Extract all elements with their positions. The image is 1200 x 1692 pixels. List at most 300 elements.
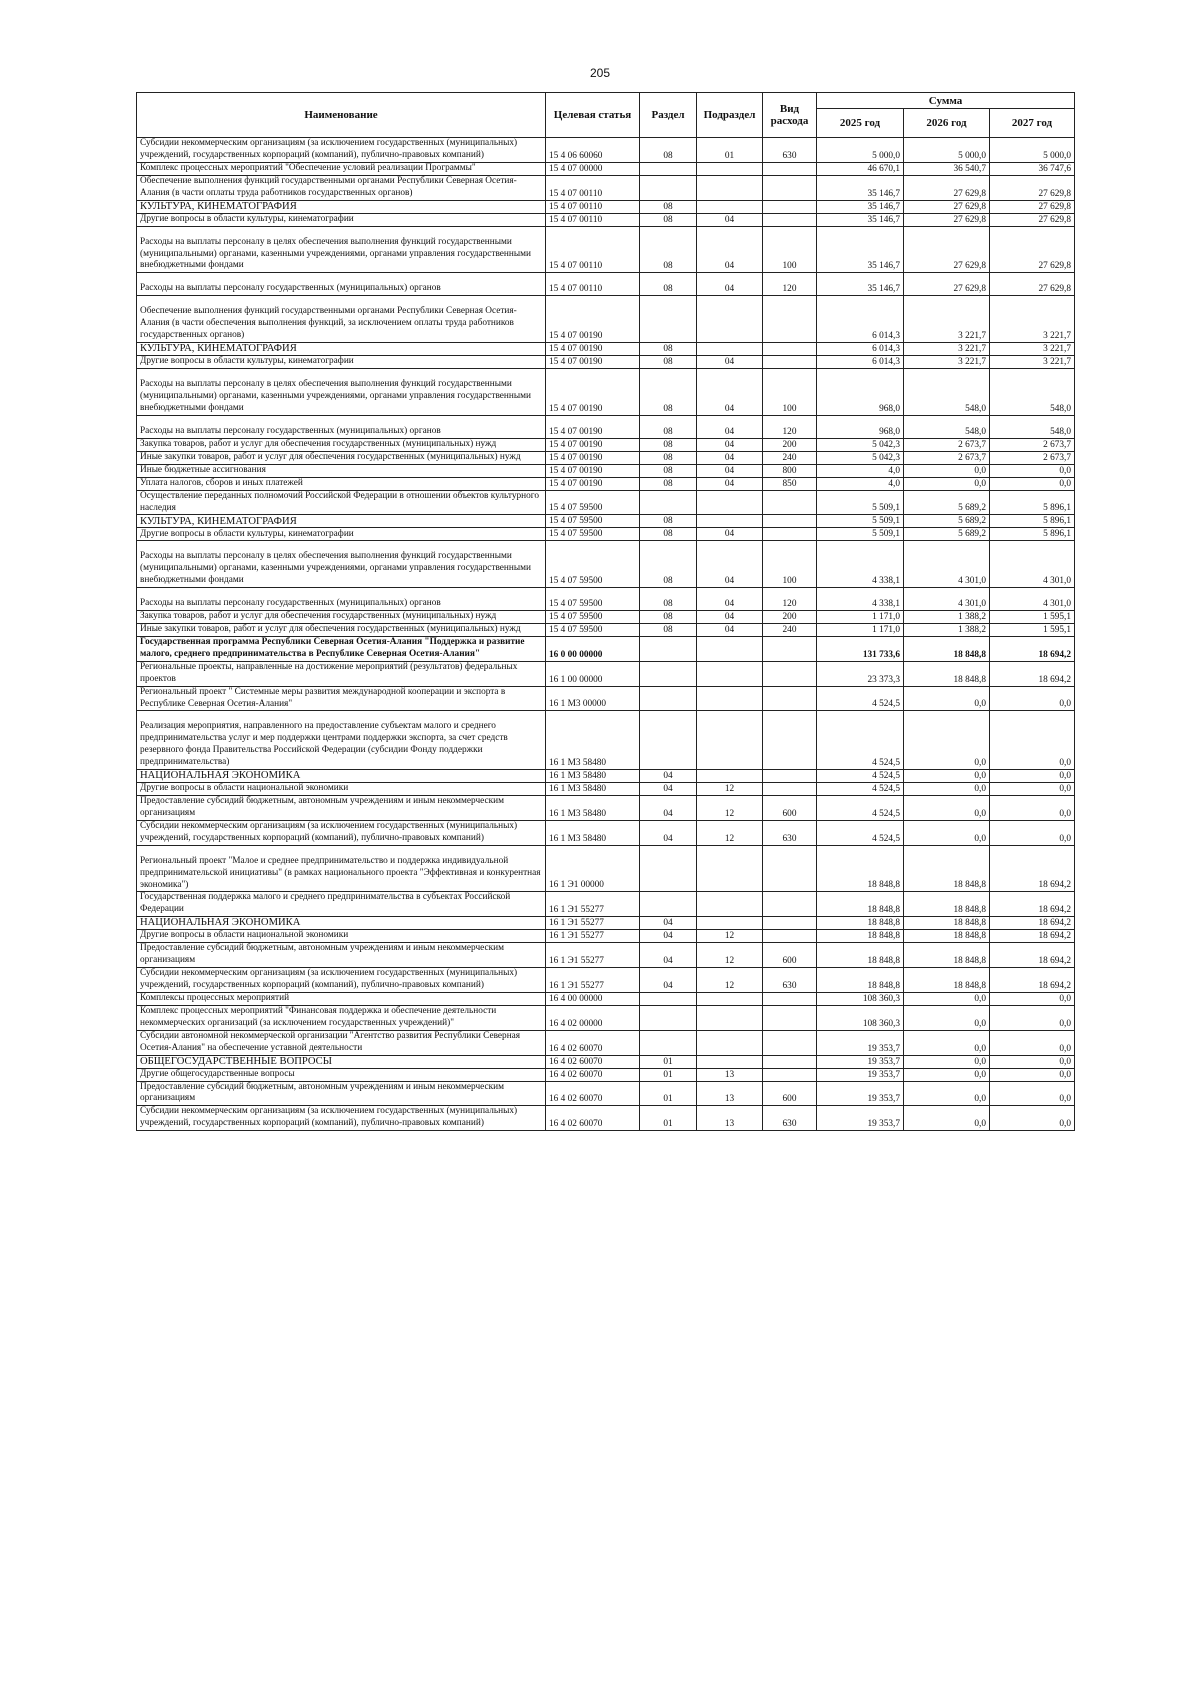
row-expense-kind xyxy=(763,1055,817,1068)
row-expense-kind xyxy=(763,296,817,343)
row-sum-2025: 4 524,5 xyxy=(817,686,904,711)
row-name: ОБЩЕГОСУДАРСТВЕННЫЕ ВОПРОСЫ xyxy=(137,1055,546,1068)
row-sum-2026: 4 301,0 xyxy=(904,541,990,588)
row-expense-kind xyxy=(763,200,817,213)
row-sum-2026: 3 221,7 xyxy=(904,342,990,355)
header-year-2025: 2025 год xyxy=(817,109,904,138)
row-subsection: 13 xyxy=(697,1081,763,1106)
row-expense-kind xyxy=(763,175,817,200)
table-row xyxy=(137,1081,1075,1106)
row-name: Обеспечение выполнения функций государственными органами Республики Северная Осетия-Алания (в части оплаты труда работников государственных органов) xyxy=(137,175,546,200)
row-sum-2025: 108 360,3 xyxy=(817,1005,904,1030)
row-subsection: 04 xyxy=(697,368,763,415)
row-sum-2027: 0,0 xyxy=(990,1081,1075,1106)
row-name: Другие вопросы в области национальной экономики xyxy=(137,783,546,796)
row-name: КУЛЬТУРА, КИНЕМАТОГРАФИЯ xyxy=(137,515,546,528)
row-subsection: 04 xyxy=(697,355,763,368)
row-sum-2026: 27 629,8 xyxy=(904,226,990,273)
row-expense-kind xyxy=(763,686,817,711)
table-row xyxy=(137,541,1075,588)
row-name: Комплексы процессных мероприятий xyxy=(137,992,546,1005)
row-sum-2026: 18 848,8 xyxy=(904,845,990,892)
table-row xyxy=(137,368,1075,415)
table-row xyxy=(137,342,1075,355)
row-sum-2027: 0,0 xyxy=(990,464,1075,477)
row-expense-kind xyxy=(763,992,817,1005)
row-name: Субсидии некоммерческим организациям (за исключением государственных (муниципальных) учреждений, государственных корпораций (компаний), публично-правовых компаний) xyxy=(137,1106,546,1131)
row-target-code: 16 1 М3 58480 xyxy=(546,770,640,783)
row-sum-2025: 4,0 xyxy=(817,464,904,477)
row-section: 04 xyxy=(640,968,697,993)
row-subsection: 12 xyxy=(697,968,763,993)
table-row xyxy=(137,588,1075,611)
row-target-code: 15 4 07 59500 xyxy=(546,611,640,624)
row-section xyxy=(640,637,697,662)
row-expense-kind xyxy=(763,930,817,943)
row-name: Другие вопросы в области национальной экономики xyxy=(137,930,546,943)
table-row xyxy=(137,1030,1075,1055)
row-expense-kind: 630 xyxy=(763,968,817,993)
row-sum-2027: 3 221,7 xyxy=(990,296,1075,343)
row-expense-kind xyxy=(763,770,817,783)
row-subsection xyxy=(697,992,763,1005)
row-sum-2026: 18 848,8 xyxy=(904,661,990,686)
row-subsection: 12 xyxy=(697,783,763,796)
row-expense-kind: 600 xyxy=(763,1081,817,1106)
row-sum-2025: 19 353,7 xyxy=(817,1055,904,1068)
row-expense-kind: 600 xyxy=(763,943,817,968)
row-sum-2025: 4 524,5 xyxy=(817,820,904,845)
header-code: Целевая статья xyxy=(546,93,640,138)
row-sum-2025: 108 360,3 xyxy=(817,992,904,1005)
row-name: Комплекс процессных мероприятий "Обеспечение условий реализации Программы" xyxy=(137,162,546,175)
row-target-code: 15 4 07 00110 xyxy=(546,226,640,273)
row-name: Субсидии некоммерческим организациям (за исключением государственных (муниципальных) учреждений, государственных корпораций (компаний), публично-правовых компаний) xyxy=(137,968,546,993)
row-sum-2025: 5 509,1 xyxy=(817,490,904,515)
row-target-code: 15 4 07 00110 xyxy=(546,213,640,226)
row-sum-2025: 968,0 xyxy=(817,415,904,438)
row-section: 01 xyxy=(640,1055,697,1068)
row-sum-2027: 36 747,6 xyxy=(990,162,1075,175)
row-name: Закупка товаров, работ и услуг для обеспечения государственных (муниципальных) нужд xyxy=(137,611,546,624)
row-section: 01 xyxy=(640,1081,697,1106)
row-subsection: 04 xyxy=(697,273,763,296)
row-section: 04 xyxy=(640,917,697,930)
table-row xyxy=(137,415,1075,438)
row-sum-2026: 0,0 xyxy=(904,1005,990,1030)
table-row xyxy=(137,296,1075,343)
row-sum-2027: 548,0 xyxy=(990,415,1075,438)
row-sum-2025: 19 353,7 xyxy=(817,1068,904,1081)
row-section xyxy=(640,992,697,1005)
row-section xyxy=(640,661,697,686)
row-section: 08 xyxy=(640,528,697,541)
row-section: 08 xyxy=(640,342,697,355)
row-sum-2025: 4 524,5 xyxy=(817,770,904,783)
row-sum-2026: 27 629,8 xyxy=(904,273,990,296)
row-sum-2026: 0,0 xyxy=(904,1055,990,1068)
row-sum-2027: 1 595,1 xyxy=(990,624,1075,637)
row-target-code: 15 4 07 59500 xyxy=(546,541,640,588)
row-sum-2026: 18 848,8 xyxy=(904,968,990,993)
row-sum-2027: 0,0 xyxy=(990,1106,1075,1131)
row-expense-kind: 100 xyxy=(763,226,817,273)
row-expense-kind xyxy=(763,528,817,541)
row-name: Региональный проект " Системные меры развития международной кооперации и экспорта в Республике Северная Осетия-Алания" xyxy=(137,686,546,711)
row-sum-2027: 27 629,8 xyxy=(990,175,1075,200)
row-target-code: 15 4 07 00190 xyxy=(546,477,640,490)
row-sum-2027: 2 673,7 xyxy=(990,451,1075,464)
row-target-code: 15 4 07 00190 xyxy=(546,415,640,438)
row-section: 08 xyxy=(640,541,697,588)
row-sum-2025: 35 146,7 xyxy=(817,213,904,226)
table-row xyxy=(137,464,1075,477)
row-name: Расходы на выплаты персоналу в целях обеспечения выполнения функций государственными (муниципальными) органами, казенными учреждениями, органами управления государственными внебюджетными фондами xyxy=(137,226,546,273)
row-subsection: 12 xyxy=(697,820,763,845)
row-target-code: 15 4 07 00190 xyxy=(546,451,640,464)
table-row xyxy=(137,624,1075,637)
row-expense-kind xyxy=(763,490,817,515)
table-row xyxy=(137,451,1075,464)
row-target-code: 16 4 02 60070 xyxy=(546,1030,640,1055)
row-name: Расходы на выплаты персоналу в целях обеспечения выполнения функций государственными (муниципальными) органами, казенными учреждениями, органами управления государственными внебюджетными фондами xyxy=(137,541,546,588)
row-sum-2026: 5 000,0 xyxy=(904,138,990,163)
header-sum: Сумма xyxy=(817,93,1075,109)
row-expense-kind: 240 xyxy=(763,451,817,464)
table-row xyxy=(137,637,1075,662)
row-section xyxy=(640,845,697,892)
page-number: 205 xyxy=(589,66,611,80)
row-expense-kind xyxy=(763,515,817,528)
row-target-code: 16 1 Э1 55277 xyxy=(546,930,640,943)
row-target-code: 16 1 00 00000 xyxy=(546,661,640,686)
row-target-code: 16 1 М3 58480 xyxy=(546,796,640,821)
row-name: Расходы на выплаты персоналу государственных (муниципальных) органов xyxy=(137,415,546,438)
row-sum-2027: 0,0 xyxy=(990,477,1075,490)
row-name: Расходы на выплаты персоналу в целях обеспечения выполнения функций государственными (муниципальными) органами, казенными учреждениями, органами управления государственными внебюджетными фондами xyxy=(137,368,546,415)
table-row xyxy=(137,515,1075,528)
table-row xyxy=(137,892,1075,917)
row-subsection: 13 xyxy=(697,1106,763,1131)
row-sum-2027: 27 629,8 xyxy=(990,273,1075,296)
row-target-code: 16 1 М3 00000 xyxy=(546,686,640,711)
row-sum-2026: 27 629,8 xyxy=(904,213,990,226)
row-sum-2025: 18 848,8 xyxy=(817,968,904,993)
table-row xyxy=(137,1055,1075,1068)
row-sum-2026: 5 689,2 xyxy=(904,490,990,515)
row-name: Государственная поддержка малого и среднего предпринимательства в субъектах Российской Федерации xyxy=(137,892,546,917)
row-name: КУЛЬТУРА, КИНЕМАТОГРАФИЯ xyxy=(137,342,546,355)
table-row xyxy=(137,770,1075,783)
table-row xyxy=(137,783,1075,796)
row-subsection xyxy=(697,490,763,515)
table-row xyxy=(137,226,1075,273)
row-name: Уплата налогов, сборов и иных платежей xyxy=(137,477,546,490)
table-row xyxy=(137,175,1075,200)
row-subsection: 12 xyxy=(697,796,763,821)
row-sum-2025: 1 171,0 xyxy=(817,624,904,637)
row-subsection: 04 xyxy=(697,438,763,451)
row-section xyxy=(640,686,697,711)
row-section: 04 xyxy=(640,943,697,968)
row-sum-2025: 19 353,7 xyxy=(817,1030,904,1055)
row-target-code: 15 4 07 00190 xyxy=(546,438,640,451)
row-sum-2026: 0,0 xyxy=(904,796,990,821)
row-expense-kind xyxy=(763,661,817,686)
row-sum-2027: 5 000,0 xyxy=(990,138,1075,163)
row-expense-kind xyxy=(763,892,817,917)
row-sum-2027: 1 595,1 xyxy=(990,611,1075,624)
row-sum-2026: 27 629,8 xyxy=(904,200,990,213)
row-target-code: 16 4 02 60070 xyxy=(546,1055,640,1068)
row-sum-2025: 5 042,3 xyxy=(817,451,904,464)
row-section xyxy=(640,162,697,175)
header-year-2026: 2026 год xyxy=(904,109,990,138)
budget-table xyxy=(136,92,1075,1131)
row-target-code: 15 4 07 00190 xyxy=(546,296,640,343)
row-section xyxy=(640,711,697,770)
row-target-code: 16 1 Э1 55277 xyxy=(546,892,640,917)
row-sum-2025: 4 338,1 xyxy=(817,541,904,588)
row-sum-2025: 4 524,5 xyxy=(817,711,904,770)
row-sum-2025: 5 042,3 xyxy=(817,438,904,451)
table-row xyxy=(137,611,1075,624)
row-name: Предоставление субсидий бюджетным, автономным учреждениям и иным некоммерческим организациям xyxy=(137,943,546,968)
row-section: 08 xyxy=(640,624,697,637)
row-name: Закупка товаров, работ и услуг для обеспечения государственных (муниципальных) нужд xyxy=(137,438,546,451)
row-sum-2027: 2 673,7 xyxy=(990,438,1075,451)
row-target-code: 15 4 06 60060 xyxy=(546,138,640,163)
row-section: 08 xyxy=(640,355,697,368)
row-sum-2027: 0,0 xyxy=(990,686,1075,711)
row-expense-kind: 120 xyxy=(763,415,817,438)
row-target-code: 16 1 Э1 00000 xyxy=(546,845,640,892)
row-section xyxy=(640,296,697,343)
row-subsection: 04 xyxy=(697,611,763,624)
row-target-code: 16 0 00 00000 xyxy=(546,637,640,662)
row-subsection: 12 xyxy=(697,930,763,943)
row-expense-kind xyxy=(763,355,817,368)
row-section: 08 xyxy=(640,273,697,296)
table-row xyxy=(137,1005,1075,1030)
row-sum-2027: 0,0 xyxy=(990,992,1075,1005)
row-section: 08 xyxy=(640,451,697,464)
row-expense-kind xyxy=(763,342,817,355)
row-expense-kind: 800 xyxy=(763,464,817,477)
row-subsection: 01 xyxy=(697,138,763,163)
row-name: НАЦИОНАЛЬНАЯ ЭКОНОМИКА xyxy=(137,770,546,783)
row-sum-2026: 5 689,2 xyxy=(904,528,990,541)
row-name: Комплекс процессных мероприятий "Финансовая поддержка и обеспечение деятельности некоммерческих организаций (за исключением государственных учреждений)" xyxy=(137,1005,546,1030)
row-subsection xyxy=(697,296,763,343)
row-target-code: 15 4 07 00190 xyxy=(546,355,640,368)
row-subsection xyxy=(697,162,763,175)
row-name: Реализация мероприятия, направленного на предоставление субъектам малого и среднего предпринимательства услуг и мер поддержки центрами поддержки экспорта, за счет средств резервного фонда Правительства Российской Федерации (субсидии Фонду поддержки предпринимательства) xyxy=(137,711,546,770)
row-sum-2025: 18 848,8 xyxy=(817,892,904,917)
row-subsection: 04 xyxy=(697,624,763,637)
row-subsection xyxy=(697,686,763,711)
row-sum-2026: 4 301,0 xyxy=(904,588,990,611)
row-target-code: 15 4 07 59500 xyxy=(546,624,640,637)
row-expense-kind: 630 xyxy=(763,138,817,163)
row-section: 08 xyxy=(640,368,697,415)
row-subsection xyxy=(697,515,763,528)
row-sum-2025: 18 848,8 xyxy=(817,930,904,943)
row-sum-2027: 4 301,0 xyxy=(990,588,1075,611)
row-section: 08 xyxy=(640,611,697,624)
row-subsection: 04 xyxy=(697,226,763,273)
row-sum-2025: 4 524,5 xyxy=(817,783,904,796)
table-row xyxy=(137,943,1075,968)
row-sum-2026: 1 388,2 xyxy=(904,624,990,637)
row-name: Расходы на выплаты персоналу государственных (муниципальных) органов xyxy=(137,588,546,611)
row-section: 08 xyxy=(640,477,697,490)
row-sum-2026: 18 848,8 xyxy=(904,943,990,968)
row-target-code: 16 1 Э1 55277 xyxy=(546,943,640,968)
row-sum-2027: 5 896,1 xyxy=(990,528,1075,541)
row-sum-2026: 1 388,2 xyxy=(904,611,990,624)
row-sum-2025: 5 509,1 xyxy=(817,515,904,528)
row-section: 08 xyxy=(640,464,697,477)
row-target-code: 15 4 07 00190 xyxy=(546,464,640,477)
row-expense-kind xyxy=(763,637,817,662)
row-subsection: 04 xyxy=(697,415,763,438)
table-row xyxy=(137,930,1075,943)
row-target-code: 16 4 00 00000 xyxy=(546,992,640,1005)
row-sum-2025: 35 146,7 xyxy=(817,273,904,296)
row-subsection xyxy=(697,711,763,770)
header-kind: Вид расхода xyxy=(763,93,817,138)
row-target-code: 15 4 07 00190 xyxy=(546,368,640,415)
row-section xyxy=(640,1030,697,1055)
row-name: Другие вопросы в области культуры, кинематографии xyxy=(137,213,546,226)
row-sum-2026: 0,0 xyxy=(904,820,990,845)
row-sum-2025: 5 509,1 xyxy=(817,528,904,541)
row-sum-2025: 4,0 xyxy=(817,477,904,490)
row-sum-2026: 3 221,7 xyxy=(904,355,990,368)
row-expense-kind: 200 xyxy=(763,611,817,624)
row-expense-kind xyxy=(763,1030,817,1055)
table-row xyxy=(137,917,1075,930)
row-section xyxy=(640,892,697,917)
table-row xyxy=(137,796,1075,821)
row-sum-2026: 548,0 xyxy=(904,368,990,415)
row-sum-2026: 0,0 xyxy=(904,1068,990,1081)
row-target-code: 15 4 07 59500 xyxy=(546,515,640,528)
row-sum-2027: 4 301,0 xyxy=(990,541,1075,588)
row-expense-kind: 120 xyxy=(763,588,817,611)
row-expense-kind: 120 xyxy=(763,273,817,296)
table-row xyxy=(137,355,1075,368)
row-sum-2027: 0,0 xyxy=(990,1055,1075,1068)
table-row xyxy=(137,477,1075,490)
row-expense-kind xyxy=(763,1068,817,1081)
row-expense-kind: 630 xyxy=(763,820,817,845)
row-name: Другие вопросы в области культуры, кинематографии xyxy=(137,528,546,541)
row-sum-2025: 35 146,7 xyxy=(817,226,904,273)
row-sum-2026: 0,0 xyxy=(904,783,990,796)
table-row xyxy=(137,490,1075,515)
row-sum-2026: 0,0 xyxy=(904,1081,990,1106)
row-sum-2027: 18 694,2 xyxy=(990,917,1075,930)
row-sum-2025: 46 670,1 xyxy=(817,162,904,175)
row-sum-2026: 0,0 xyxy=(904,686,990,711)
row-sum-2025: 6 014,3 xyxy=(817,342,904,355)
row-sum-2026: 0,0 xyxy=(904,464,990,477)
row-target-code: 16 4 02 60070 xyxy=(546,1068,640,1081)
table-row xyxy=(137,213,1075,226)
row-sum-2025: 35 146,7 xyxy=(817,175,904,200)
row-name: Субсидии некоммерческим организациям (за исключением государственных (муниципальных) учреждений, государственных корпораций (компаний), публично-правовых компаний) xyxy=(137,820,546,845)
table-row xyxy=(137,686,1075,711)
row-sum-2026: 27 629,8 xyxy=(904,175,990,200)
row-sum-2025: 6 014,3 xyxy=(817,296,904,343)
row-subsection: 04 xyxy=(697,588,763,611)
row-sum-2025: 18 848,8 xyxy=(817,917,904,930)
table-header xyxy=(137,93,1075,138)
row-sum-2027: 27 629,8 xyxy=(990,200,1075,213)
row-section: 01 xyxy=(640,1068,697,1081)
row-target-code: 15 4 07 59500 xyxy=(546,588,640,611)
row-name: Предоставление субсидий бюджетным, автономным учреждениям и иным некоммерческим организациям xyxy=(137,796,546,821)
row-subsection: 04 xyxy=(697,541,763,588)
row-subsection: 04 xyxy=(697,477,763,490)
row-name: Другие общегосударственные вопросы xyxy=(137,1068,546,1081)
row-sum-2026: 18 848,8 xyxy=(904,637,990,662)
row-expense-kind xyxy=(763,213,817,226)
row-section: 08 xyxy=(640,438,697,451)
row-sum-2026: 548,0 xyxy=(904,415,990,438)
row-sum-2025: 968,0 xyxy=(817,368,904,415)
row-sum-2026: 18 848,8 xyxy=(904,930,990,943)
row-sum-2025: 19 353,7 xyxy=(817,1106,904,1131)
row-expense-kind: 850 xyxy=(763,477,817,490)
row-sum-2027: 18 694,2 xyxy=(990,845,1075,892)
row-target-code: 16 4 02 60070 xyxy=(546,1081,640,1106)
row-expense-kind xyxy=(763,162,817,175)
row-expense-kind: 630 xyxy=(763,1106,817,1131)
row-name: Иные закупки товаров, работ и услуг для обеспечения государственных (муниципальных) нужд xyxy=(137,451,546,464)
row-target-code: 16 4 02 00000 xyxy=(546,1005,640,1030)
row-name: Предоставление субсидий бюджетным, автономным учреждениям и иным некоммерческим организациям xyxy=(137,1081,546,1106)
row-sum-2026: 0,0 xyxy=(904,1030,990,1055)
row-sum-2026: 0,0 xyxy=(904,770,990,783)
row-sum-2027: 5 896,1 xyxy=(990,515,1075,528)
row-expense-kind: 100 xyxy=(763,368,817,415)
row-section: 04 xyxy=(640,820,697,845)
row-sum-2027: 18 694,2 xyxy=(990,892,1075,917)
row-sum-2027: 0,0 xyxy=(990,711,1075,770)
row-name: Субсидии автономной некоммерческой организации "Агентство развития Республики Северная Осетия-Алания" на обеспечение уставной деятельности xyxy=(137,1030,546,1055)
row-sum-2026: 0,0 xyxy=(904,477,990,490)
row-sum-2027: 5 896,1 xyxy=(990,490,1075,515)
row-subsection: 04 xyxy=(697,464,763,477)
row-expense-kind: 200 xyxy=(763,438,817,451)
row-section: 08 xyxy=(640,138,697,163)
row-section: 08 xyxy=(640,415,697,438)
table-row xyxy=(137,528,1075,541)
row-subsection xyxy=(697,1055,763,1068)
row-sum-2025: 18 848,8 xyxy=(817,943,904,968)
table-row xyxy=(137,438,1075,451)
row-section: 04 xyxy=(640,783,697,796)
row-sum-2027: 18 694,2 xyxy=(990,661,1075,686)
row-sum-2027: 0,0 xyxy=(990,796,1075,821)
row-target-code: 16 4 02 60070 xyxy=(546,1106,640,1131)
row-sum-2025: 23 373,3 xyxy=(817,661,904,686)
row-sum-2026: 5 689,2 xyxy=(904,515,990,528)
row-target-code: 15 4 07 00110 xyxy=(546,175,640,200)
